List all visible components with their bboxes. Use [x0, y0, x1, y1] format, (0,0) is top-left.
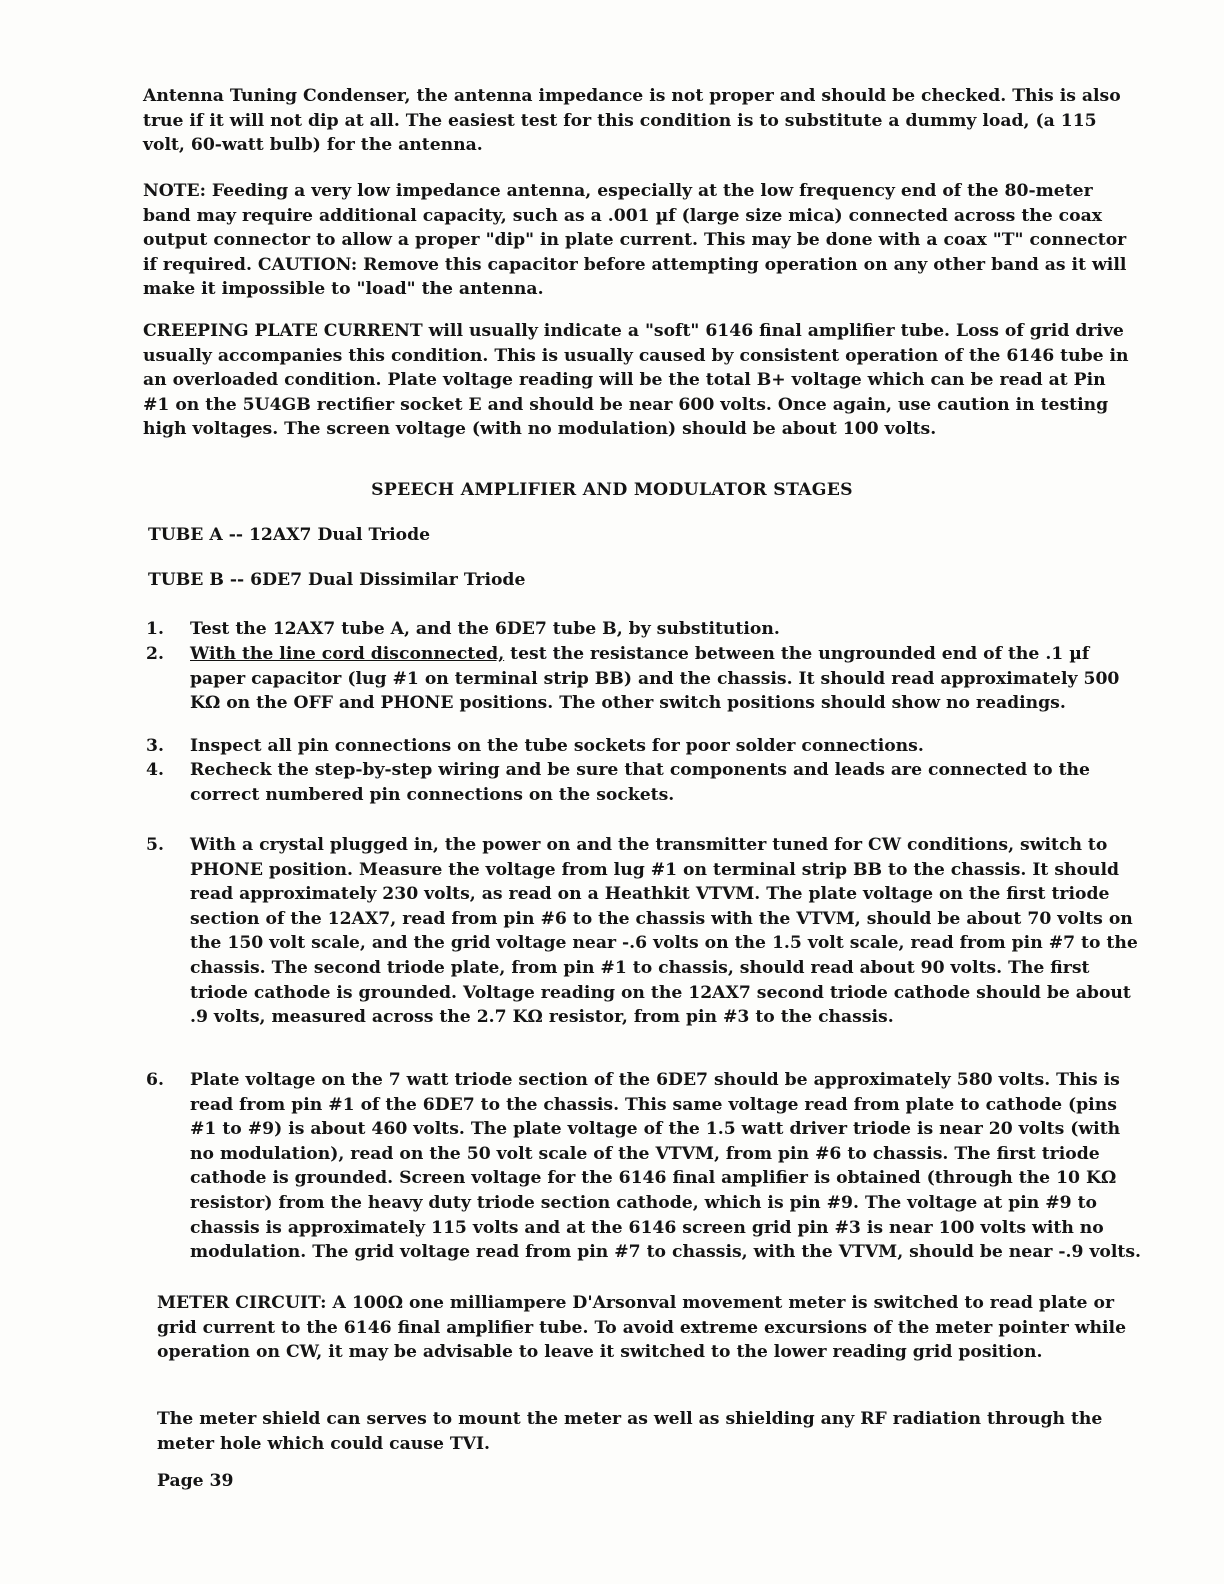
- step-text: Test the 12AX7 tube A, and the 6DE7 tube B, by substitution.: [190, 619, 780, 639]
- intro-paragraph: Antenna Tuning Condenser, the antenna impedance is not proper and should be checked. This is also true if it will not dip at all. The easiest test for this condition is to substitute a dummy load, (a 115 volt, 60-watt bulb) for the antenna.: [143, 86, 1121, 156]
- tube-b-label: TUBE B -- 6DE7 Dual Dissimilar Triode: [148, 570, 526, 590]
- step-text: With a crystal plugged in, the power on and the transmitter tuned for CW conditions, switch to PHONE position. Measure the voltage from lug #1 on terminal strip BB to the chassis. It should read approximately 230 volts, as read on a Heathkit VTVM. The plate voltage on the first triode section of the 12AX7, read from pin #6 to the chassis with the VTVM, should be about 70 volts on the 150 volt scale, and the grid voltage near -.6 volts on the 1.5 volt scale, read from pin #7 to the chassis. The second triode plate, from pin #1 to chassis, should read about 90 volts. The first triode cathode is grounded. Voltage reading on the 12AX7 second triode cathode should be about .9 volts, measured across the 2.7 KΩ resistor, from pin #3 to the chassis.: [190, 835, 1138, 1028]
- step-1: [146, 617, 1146, 642]
- step-4: [146, 758, 1146, 807]
- meter-circuit-paragraph: METER CIRCUIT: A 100Ω one milliampere D'Arsonval movement meter is switched to read plate or grid current to the 6146 final amplifier tube. To avoid extreme excursions of the meter pointer while operation on CW, it may be advisable to leave it switched to the lower reading grid position.: [157, 1293, 1127, 1363]
- step-3: [146, 734, 1146, 759]
- step-text: [190, 642, 1146, 716]
- step-2: [146, 642, 1146, 716]
- meter-shield-paragraph: The meter shield can serves to mount the meter as well as shielding any RF radiation through the meter hole which could cause TVI.: [157, 1409, 1103, 1454]
- tube-a-label: TUBE A -- 12AX7 Dual Triode: [148, 525, 431, 545]
- step-text: Recheck the step-by-step wiring and be sure that components and leads are connected to the correct numbered pin connections on the sockets.: [190, 760, 1090, 805]
- step-6: [146, 1068, 1146, 1265]
- step-number: 4.: [146, 760, 164, 780]
- creeping-plate-current-paragraph: CREEPING PLATE CURRENT will usually indicate a "soft" 6146 final amplifier tube. Loss of grid drive usually accompanies this condition. This is usually caused by consistent operation of the 6146 tube in an overloaded condition. Plate voltage reading will be the total B+ voltage which can be read at Pin #1 on the 5U4GB rectifier socket E and should be near 600 volts. Once again, use caution in testing high voltages. The screen voltage (with no modulation) should be about 100 volts.: [143, 321, 1129, 440]
- page-number: Page 39: [157, 1471, 234, 1491]
- step-number: 1.: [146, 619, 164, 639]
- step-number: 3.: [146, 736, 164, 756]
- step-warning-underlined: With the line cord disconnected,: [190, 644, 505, 664]
- step-text-body: test the resistance between the ungrounded end of the .1 µf paper capacitor (lug #1 on terminal strip BB) and the chassis. It should read approximately 500 KΩ on the OFF and PHONE positions. The other switch positions should show no readings.: [190, 644, 1120, 714]
- section-heading: SPEECH AMPLIFIER AND MODULATOR STAGES: [371, 480, 853, 500]
- step-text: Inspect all pin connections on the tube sockets for poor solder connections.: [190, 736, 924, 756]
- step-number: 5.: [146, 835, 164, 855]
- step-5: [146, 833, 1146, 1030]
- step-number: 6.: [146, 1070, 164, 1090]
- step-number: 2.: [146, 644, 164, 664]
- note-paragraph: NOTE: Feeding a very low impedance antenna, especially at the low frequency end of the 80-meter band may require additional capacity, such as a .001 µf (large size mica) connected across the coax output connector to allow a proper "dip" in plate current. This may be done with a coax "T" connector if required. CAUTION: Remove this capacitor before attempting operation on any other band as it will make it impossible to "load" the antenna.: [143, 181, 1127, 300]
- step-text: Plate voltage on the 7 watt triode section of the 6DE7 should be approximately 580 volts. This is read from pin #1 of the 6DE7 to the chassis. This same voltage read from plate to cathode (pins #1 to #9) is about 460 volts. The plate voltage of the 1.5 watt driver triode is near 20 volts (with no modulation), read on the 50 volt scale of the VTVM, from pin #6 to chassis. The first triode cathode is grounded. Screen voltage for the 6146 final amplifier is obtained (through the 10 KΩ resistor) from the heavy duty triode section cathode, which is pin #9. The voltage at pin #9 to chassis is approximately 115 volts and at the 6146 screen grid pin #3 is near 100 volts with no modulation. The grid voltage read from pin #7 to chassis, with the VTVM, should be near -.9 volts.: [190, 1070, 1142, 1263]
